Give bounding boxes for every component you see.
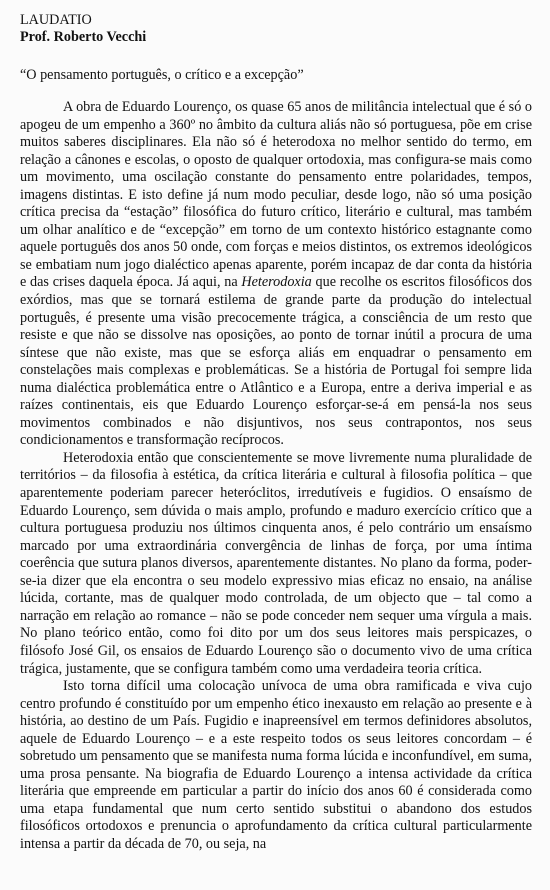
paragraph-1	[20, 99, 532, 450]
paragraph-2: Heterodoxia então que conscientemente se move livremente numa pluralidade de territórios – da filosofia à estética, da crítica literária e cultural à filosofia política – que aparentemente poderiam parecer heteróclitos, irredutíveis e fugidios. O ensaísmo de Eduardo Lourenço, sem dúvida o mais amplo, profundo e maduro exercício crítico que a cultura portuguesa produziu nos últimos cinquenta anos, é pelo contrário um ensaísmo marcado por uma extraordinária convergência de linhas de força, por uma íntima coerência que sutura planos diversos, aparentemente distantes. No plano da forma, poder-se-ia dizer que ela encontra o seu modelo expressivo mias eficaz no ensaio, na análise lúcida, cortante, mas de qualquer modo controlada, de um objecto que – tal como a narração em relação ao romance – não se pode conceder nem sequer uma vírgula a mais. No plano teórico então, como foi dito por um dos seus leitores mais perspicazes, o filósofo José Gil, os ensaios de Eduardo Lourenço são o documento vivo de uma crítica trágica, justamente, que se configura também como uma verdadeira teoria crítica.	[20, 449, 532, 677]
document-header	[20, 12, 146, 46]
paragraph-1-part-b: que recolhe os escritos filosóficos dos exórdios, mas que se tornará estilema de grande parte da produção do intelectual português, é presente uma visão precocemente trágica, a consciência de um resto que resiste e que não se dissolve nas oposições, ao ponto de tornar inútil a procura de uma síntese que não existe, mas que se esforça aliás em enquadrar o pensamento em constelações mais complexas e problemáticas. Se a história de Portugal foi sempre lida numa dialéctica problemática entre o Atlântico e a Europa, entre a deriva imperial e as raízes continentais, eis que Eduardo Lourenço esforçar-se-á em pensá-la nos seus movimentos combinados e não disjuntivos, nos seus contrapontos, nos seus condicionamentos e transformação recíprocos.	[20, 274, 532, 449]
paragraph-1-part-a: A obra de Eduardo Lourenço, os quase 65 anos de militância intelectual que é só o apogeu de um empenho a 360º no âmbito da cultura aliás não só portuguesa, põe em crise muitos saberes disciplinares. Ela não só é heterodoxa no melhor sentido do termo, em relação a cânones e escolas, o oposto de qualquer ortodoxia, mas configura-se mais como um movimento, uma oscilação constante do pensamento entre polaridades, tempos, imagens distintas. E isto define já num modo peculiar, desde logo, não só uma posição crítica precisa da “estação” filosófica do futuro crítico, literário e cultural, mas também um olhar analítico e de “excepção” em torno de um contexto histórico estagnante como aquele português dos anos 50 onde, com forças e meios distintos, os extremos ideológicos se embatiam num jogo dialéctico apenas aparente, porém incapaz de dar conta da história e das crises daquela época. Já aqui, na	[20, 99, 532, 291]
paragraph-3: Isto torna difícil uma colocação unívoca de uma obra ramificada e viva cujo centro profundo é constituído por um empenho ético inexausto em relação ao presente e à história, ao destino de um País. Fugidio e inapreensível em termos definidores absolutos, aquele de Eduardo Lourenço – e a este respeito todos os seus leitores concordam – é sobretudo um pensamento que se manifesta numa forma lúcida e inconfundível, em suma, uma prosa pensante. Na biografia de Eduardo Lourenço a intensa actividade da crítica literária que empreende em particular a partir do início dos anos 60 é considerada como uma etapa fundamental que num certo sentido substitui o abandono dos estudos filosóficos ortodoxos e prenuncia o aprofundamento da crítica cultural particularmente intensa a partir da década de 70, ou seja, na	[20, 678, 532, 852]
essay-subtitle: “O pensamento português, o crítico e a excepção”	[20, 67, 304, 83]
italic-title-heterodoxia: Heterodoxia	[241, 274, 312, 291]
essay-body	[20, 99, 532, 854]
author-name: Prof. Roberto Vecchi	[20, 29, 147, 45]
document-title: LAUDATIO	[20, 12, 92, 28]
